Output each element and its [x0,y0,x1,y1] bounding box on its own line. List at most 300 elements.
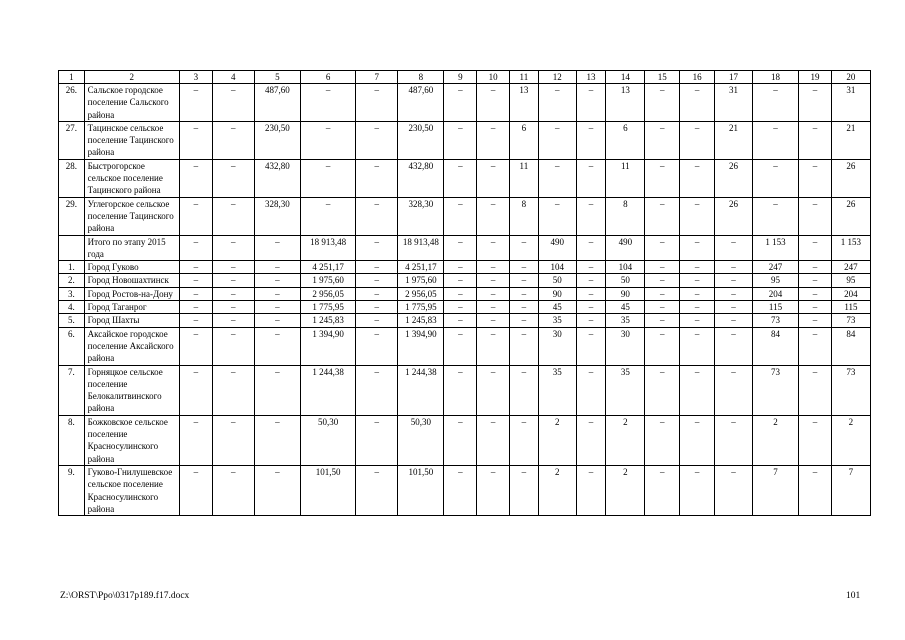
value-cell: – [356,465,398,515]
value-cell: 21 [831,121,870,159]
value-cell: – [510,465,539,515]
value-cell: – [680,235,715,261]
value-cell: – [300,121,355,159]
column-header: 17 [715,71,753,84]
value-cell: – [477,287,510,300]
column-header: 15 [645,71,680,84]
value-cell: – [799,159,832,197]
value-cell: – [179,274,212,287]
value-cell: – [179,365,212,415]
value-cell: 30 [606,327,645,365]
value-cell: – [444,274,477,287]
column-header: 11 [510,71,539,84]
value-cell: – [538,159,576,197]
page-number: 101 [846,591,861,601]
table-row [59,365,871,415]
value-cell: – [356,327,398,365]
value-cell: – [576,197,606,235]
value-cell: 4 251,17 [300,261,355,274]
value-cell: 1 975,60 [398,274,444,287]
value-cell: 30 [538,327,576,365]
value-cell: – [477,84,510,122]
column-header: 1 [59,71,85,84]
row-number-cell: 26. [59,84,85,122]
value-cell: 115 [831,301,870,314]
value-cell: – [179,84,212,122]
value-cell: 2 [606,465,645,515]
value-cell: – [179,197,212,235]
value-cell: 50,30 [398,415,444,465]
row-number-cell: 29. [59,197,85,235]
value-cell: – [254,465,300,515]
table-row [59,235,871,261]
value-cell: – [300,197,355,235]
value-cell: – [444,314,477,327]
value-cell: 4 251,17 [398,261,444,274]
value-cell: – [212,274,254,287]
value-cell: – [477,197,510,235]
value-cell: 73 [831,365,870,415]
row-number-cell: 4. [59,301,85,314]
table-row [59,121,871,159]
value-cell: 490 [538,235,576,261]
row-number-cell: 27. [59,121,85,159]
value-cell: 432,80 [398,159,444,197]
value-cell: – [799,287,832,300]
column-header: 2 [84,71,179,84]
value-cell: 328,30 [398,197,444,235]
value-cell: – [254,327,300,365]
value-cell: 247 [831,261,870,274]
entity-name-cell: Город Гуково [84,261,179,274]
value-cell: – [799,261,832,274]
value-cell: – [799,314,832,327]
value-cell: 18 913,48 [300,235,355,261]
value-cell: – [510,261,539,274]
value-cell: – [444,465,477,515]
value-cell: 31 [831,84,870,122]
value-cell: – [645,287,680,300]
value-cell: 90 [606,287,645,300]
value-cell: 2 [538,415,576,465]
entity-name-cell: Божковское сельское поселение Красносулинского района [84,415,179,465]
value-cell: – [212,365,254,415]
table-row [59,287,871,300]
value-cell: – [356,159,398,197]
value-cell: – [680,261,715,274]
value-cell: – [715,314,753,327]
value-cell: – [212,465,254,515]
value-cell: 1 775,95 [300,301,355,314]
value-cell: – [752,159,798,197]
value-cell: – [645,274,680,287]
entity-name-cell: Город Ростов-на-Дону [84,287,179,300]
entity-name-cell: Горняцкое сельское поселение Белокалитвинского района [84,365,179,415]
value-cell: – [715,365,753,415]
value-cell: 1 244,38 [398,365,444,415]
column-header: 20 [831,71,870,84]
row-number-cell: 6. [59,327,85,365]
row-number-cell: 9. [59,465,85,515]
value-cell: – [715,235,753,261]
column-header: 4 [212,71,254,84]
value-cell: 50 [606,274,645,287]
value-cell: 11 [510,159,539,197]
value-cell: – [179,327,212,365]
value-cell: – [356,197,398,235]
value-cell: 50 [538,274,576,287]
value-cell: – [356,261,398,274]
entity-name-cell: Город Шахты [84,314,179,327]
value-cell: 50,30 [300,415,355,465]
column-header: 5 [254,71,300,84]
value-cell: – [212,159,254,197]
value-cell: – [799,465,832,515]
value-cell: – [212,327,254,365]
value-cell: – [444,121,477,159]
value-cell: – [444,235,477,261]
value-cell: 230,50 [254,121,300,159]
table-row [59,159,871,197]
value-cell: – [576,301,606,314]
value-cell: 31 [715,84,753,122]
value-cell: – [300,159,355,197]
value-cell: 7 [831,465,870,515]
value-cell: – [715,261,753,274]
value-cell: 101,50 [300,465,355,515]
value-cell: 8 [510,197,539,235]
value-cell: 1 153 [752,235,798,261]
value-cell: – [179,159,212,197]
value-cell: 1 394,90 [398,327,444,365]
entity-name-cell: Углегорское сельское поселение Тацинского района [84,197,179,235]
value-cell: – [680,465,715,515]
value-cell: – [645,197,680,235]
value-cell: – [715,327,753,365]
value-cell: – [645,415,680,465]
value-cell: 8 [606,197,645,235]
value-cell: 2 [752,415,798,465]
row-number-cell: 28. [59,159,85,197]
value-cell: 2 [606,415,645,465]
header-row [59,71,871,84]
value-cell: – [179,287,212,300]
value-cell: – [799,274,832,287]
value-cell: – [444,327,477,365]
value-cell: 1 245,83 [398,314,444,327]
value-cell: 2 [831,415,870,465]
value-cell: – [179,121,212,159]
value-cell: 18 913,48 [398,235,444,261]
value-cell: 247 [752,261,798,274]
value-cell: – [680,287,715,300]
value-cell: – [645,261,680,274]
value-cell: – [680,365,715,415]
value-cell: 35 [538,365,576,415]
value-cell: – [715,274,753,287]
value-cell: – [799,235,832,261]
row-number-cell: 5. [59,314,85,327]
value-cell: 204 [752,287,798,300]
value-cell: – [212,287,254,300]
value-cell: – [680,415,715,465]
value-cell: 2 956,05 [398,287,444,300]
value-cell: 1 775,95 [398,301,444,314]
value-cell: – [645,327,680,365]
value-cell: 73 [831,314,870,327]
value-cell: 487,60 [398,84,444,122]
value-cell: – [254,365,300,415]
value-cell: 35 [606,365,645,415]
value-cell: – [538,121,576,159]
column-header: 8 [398,71,444,84]
value-cell: – [576,314,606,327]
value-cell: – [576,159,606,197]
value-cell: – [477,327,510,365]
value-cell: – [576,261,606,274]
value-cell: 1 975,60 [300,274,355,287]
value-cell: – [212,314,254,327]
value-cell: – [179,415,212,465]
value-cell: – [444,197,477,235]
value-cell: – [444,365,477,415]
value-cell: – [254,274,300,287]
column-header: 16 [680,71,715,84]
value-cell: – [179,261,212,274]
value-cell: – [254,314,300,327]
entity-name-cell: Сальское городское поселение Сальского района [84,84,179,122]
entity-name-cell: Гуково-Гнилушевское сельское поселение Красносулинского района [84,465,179,515]
value-cell: 84 [752,327,798,365]
entity-name-cell: Итого по этапу 2015 года [84,235,179,261]
value-cell: – [179,235,212,261]
table-row [59,261,871,274]
value-cell: – [510,287,539,300]
table-row [59,314,871,327]
value-cell: 73 [752,314,798,327]
value-cell: – [645,314,680,327]
value-cell: – [477,301,510,314]
value-cell: – [680,314,715,327]
value-cell: – [254,415,300,465]
value-cell: – [212,235,254,261]
value-cell: – [510,415,539,465]
value-cell: – [477,121,510,159]
value-cell: – [799,365,832,415]
value-cell: – [576,365,606,415]
value-cell: – [510,274,539,287]
value-cell: 1 245,83 [300,314,355,327]
value-cell: 45 [538,301,576,314]
value-cell: – [645,121,680,159]
value-cell: – [356,365,398,415]
value-cell: – [212,301,254,314]
value-cell: 7 [752,465,798,515]
value-cell: 11 [606,159,645,197]
value-cell: – [444,415,477,465]
value-cell: – [510,327,539,365]
value-cell: – [510,365,539,415]
value-cell: 328,30 [254,197,300,235]
value-cell: – [477,415,510,465]
value-cell: – [444,159,477,197]
value-cell: – [799,84,832,122]
value-cell: 13 [510,84,539,122]
column-header: 14 [606,71,645,84]
value-cell: – [356,301,398,314]
value-cell: – [576,415,606,465]
value-cell: – [576,235,606,261]
value-cell: – [645,159,680,197]
table-row [59,274,871,287]
value-cell: 230,50 [398,121,444,159]
value-cell: – [212,121,254,159]
value-cell: – [645,365,680,415]
value-cell: – [477,274,510,287]
value-cell: – [212,261,254,274]
value-cell: – [356,235,398,261]
column-header: 9 [444,71,477,84]
row-number-cell: 8. [59,415,85,465]
value-cell: – [254,261,300,274]
value-cell: 95 [752,274,798,287]
value-cell: – [444,301,477,314]
value-cell: – [680,121,715,159]
value-cell: – [645,235,680,261]
value-cell: 432,80 [254,159,300,197]
value-cell: – [212,415,254,465]
value-cell: – [254,235,300,261]
value-cell: – [538,197,576,235]
value-cell: 45 [606,301,645,314]
value-cell: 1 153 [831,235,870,261]
column-header: 19 [799,71,832,84]
value-cell: – [212,84,254,122]
value-cell: – [477,465,510,515]
value-cell: – [680,327,715,365]
value-cell: – [680,274,715,287]
value-cell: – [477,235,510,261]
value-cell: – [715,415,753,465]
value-cell: 2 956,05 [300,287,355,300]
value-cell: 101,50 [398,465,444,515]
value-cell: 21 [715,121,753,159]
value-cell: – [576,327,606,365]
value-cell: 26 [831,159,870,197]
value-cell: 490 [606,235,645,261]
value-cell: – [645,465,680,515]
value-cell: – [752,197,798,235]
value-cell: – [510,314,539,327]
value-cell: – [576,274,606,287]
data-table [58,70,871,516]
value-cell: – [799,327,832,365]
row-number-cell: 2. [59,274,85,287]
column-header: 6 [300,71,355,84]
table-row [59,415,871,465]
value-cell: 35 [538,314,576,327]
value-cell: 6 [510,121,539,159]
value-cell: – [510,235,539,261]
document-path: Z:\ORST\Ppo\0317p189.f17.docx [60,591,190,601]
value-cell: – [254,301,300,314]
value-cell: – [179,314,212,327]
value-cell: 104 [606,261,645,274]
value-cell: – [752,121,798,159]
value-cell: 95 [831,274,870,287]
value-cell: – [444,84,477,122]
value-cell: – [715,301,753,314]
column-header: 12 [538,71,576,84]
value-cell: – [356,121,398,159]
value-cell: – [444,287,477,300]
value-cell: 204 [831,287,870,300]
value-cell: – [356,287,398,300]
value-cell: – [799,415,832,465]
row-number-cell: 7. [59,365,85,415]
value-cell: – [576,121,606,159]
value-cell: – [356,274,398,287]
value-cell: – [477,314,510,327]
column-header: 13 [576,71,606,84]
value-cell: – [576,84,606,122]
entity-name-cell: Тацинское сельское поселение Тацинского района [84,121,179,159]
value-cell: – [799,121,832,159]
value-cell: – [300,84,355,122]
value-cell: – [576,287,606,300]
value-cell: – [212,197,254,235]
value-cell: 26 [831,197,870,235]
value-cell: – [645,84,680,122]
value-cell: – [715,465,753,515]
value-cell: – [752,84,798,122]
value-cell: – [715,287,753,300]
entity-name-cell: Город Таганрог [84,301,179,314]
value-cell: – [477,159,510,197]
value-cell: 104 [538,261,576,274]
value-cell: – [477,261,510,274]
value-cell: – [680,197,715,235]
table-row [59,197,871,235]
value-cell: 26 [715,197,753,235]
value-cell: 6 [606,121,645,159]
value-cell: 1 244,38 [300,365,355,415]
value-cell: 115 [752,301,798,314]
value-cell: – [645,301,680,314]
value-cell: – [680,159,715,197]
value-cell: 13 [606,84,645,122]
table-row [59,301,871,314]
value-cell: 35 [606,314,645,327]
column-header: 3 [179,71,212,84]
value-cell: – [799,197,832,235]
value-cell: – [510,301,539,314]
table-row [59,327,871,365]
table-row [59,84,871,122]
column-header: 10 [477,71,510,84]
value-cell: – [680,84,715,122]
value-cell: – [444,261,477,274]
value-cell: 487,60 [254,84,300,122]
entity-name-cell: Город Новошахтинск [84,274,179,287]
value-cell: – [254,287,300,300]
row-number-cell: 1. [59,261,85,274]
value-cell: – [356,84,398,122]
value-cell: – [356,415,398,465]
value-cell: 2 [538,465,576,515]
table-row [59,465,871,515]
value-cell: – [799,301,832,314]
